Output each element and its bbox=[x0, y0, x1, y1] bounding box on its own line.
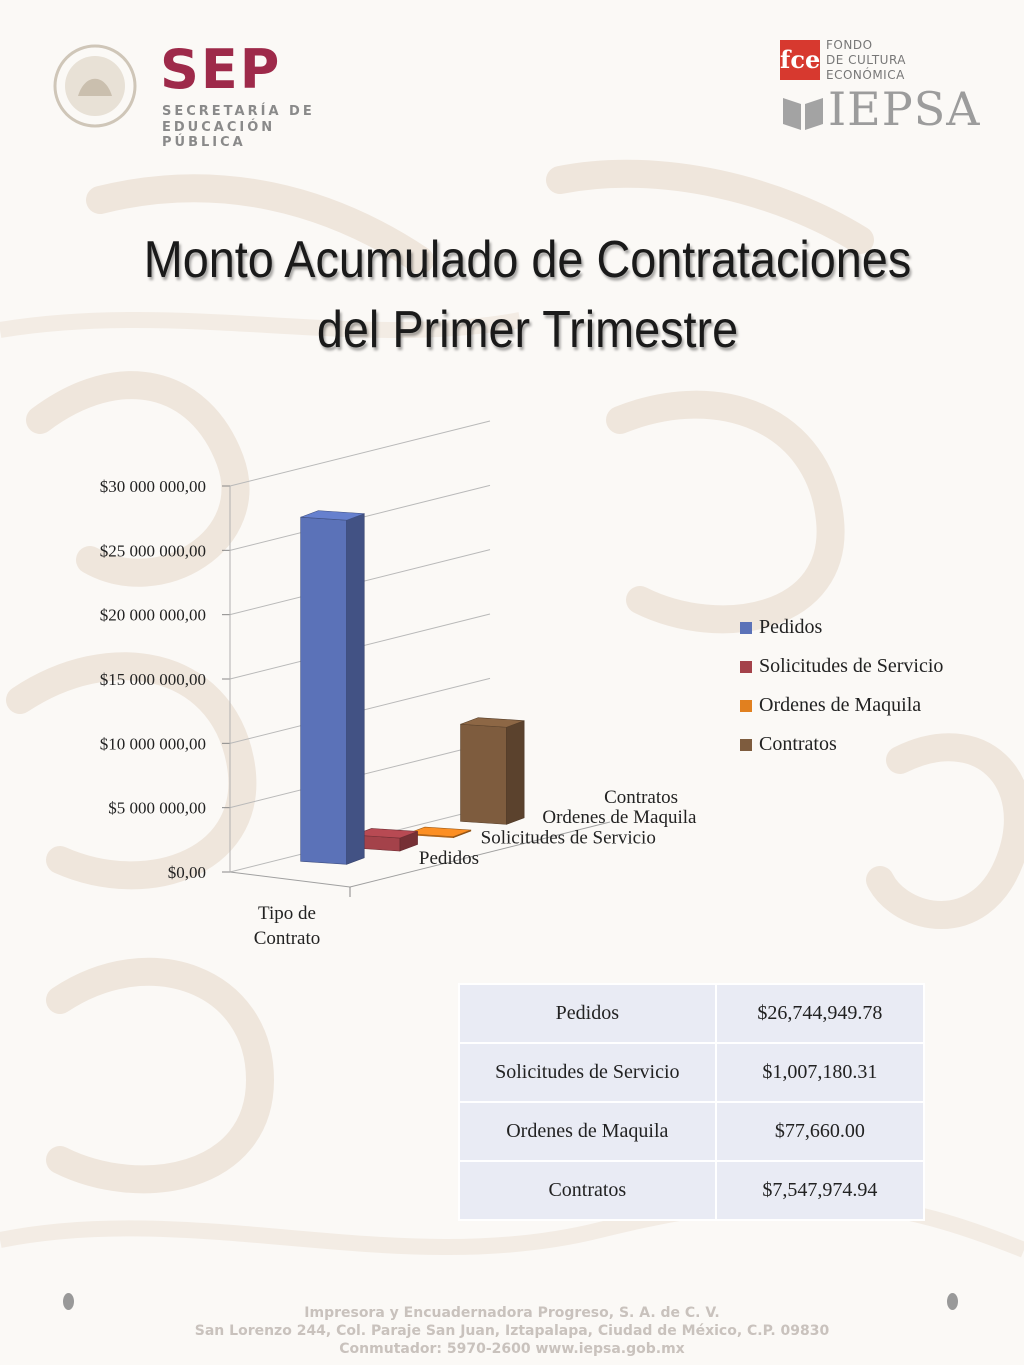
title-line2: del Primer Trimestre bbox=[316, 301, 739, 359]
category-label-line2: Contrato bbox=[253, 928, 321, 949]
footer-line1: Impresora y Encuadernadora Progreso, S. A. de C. V. bbox=[304, 1305, 720, 1321]
y-tick-label: $0,00 bbox=[167, 863, 206, 882]
gridline-diagonal bbox=[230, 421, 490, 486]
fce-mark: fce bbox=[780, 40, 820, 80]
table-cell-amount: $1,007,180.31 bbox=[716, 1043, 924, 1102]
table-row bbox=[459, 984, 924, 1043]
category-label-line1: Tipo de bbox=[258, 903, 316, 924]
y-tick-label: $25 000 000,00 bbox=[99, 541, 206, 561]
bar-side-3 bbox=[507, 721, 525, 825]
legend-entry bbox=[740, 647, 943, 686]
table-cell-name: Contratos bbox=[459, 1161, 716, 1220]
title-line1: Monto Acumulado de Contrataciones bbox=[143, 231, 912, 289]
legend-swatch bbox=[740, 739, 752, 751]
table-cell-name: Pedidos bbox=[459, 984, 716, 1043]
legend-entry bbox=[740, 608, 943, 647]
sep-wordmark: SEP bbox=[160, 38, 282, 101]
table-row bbox=[459, 1043, 924, 1102]
legend-swatch bbox=[740, 700, 752, 712]
floor-front-edge bbox=[230, 872, 350, 887]
table-cell-name: Ordenes de Maquila bbox=[459, 1102, 716, 1161]
legend-swatch bbox=[740, 661, 752, 673]
series-axis-label: Ordenes de Maquila bbox=[542, 807, 697, 829]
table-cell-amount: $77,660.00 bbox=[716, 1102, 924, 1161]
fce-iepsa-logo bbox=[780, 38, 990, 138]
y-tick-label: $20 000 000,00 bbox=[99, 605, 206, 625]
table-row bbox=[459, 1161, 924, 1220]
mexico-seal-icon bbox=[50, 38, 140, 134]
sep-subtitle-line1: SECRETARÍA DE bbox=[162, 104, 315, 119]
chart-bars bbox=[301, 511, 525, 865]
chart-legend bbox=[740, 608, 943, 764]
footer-line2: San Lorenzo 244, Col. Paraje San Juan, Iztapalapa, Ciudad de México, C.P. 09830 bbox=[194, 1323, 830, 1339]
sep-logo bbox=[50, 38, 360, 150]
legend-swatch bbox=[740, 622, 752, 634]
y-tick-label: $30 000 000,00 bbox=[99, 477, 206, 496]
series-axis-label: Contratos bbox=[604, 786, 679, 808]
series-axis-label: Solicitudes de Servicio bbox=[480, 827, 656, 849]
legend-label: Pedidos bbox=[759, 616, 823, 638]
fce-line2: DE CULTURA bbox=[826, 53, 907, 67]
page-title bbox=[89, 225, 967, 365]
bar-front-3 bbox=[461, 724, 507, 824]
series-axis-label: Pedidos bbox=[418, 847, 480, 869]
table-cell-name: Solicitudes de Servicio bbox=[459, 1043, 716, 1102]
footer bbox=[0, 1304, 1024, 1358]
open-book-icon bbox=[780, 90, 826, 134]
fce-line1: FONDO bbox=[826, 38, 873, 52]
legend-entry bbox=[740, 725, 943, 764]
legend-label: Contratos bbox=[759, 733, 837, 755]
y-tick-label: $10 000 000,00 bbox=[99, 734, 206, 754]
bar-side-0 bbox=[347, 514, 365, 865]
legend-entry bbox=[740, 686, 943, 725]
y-tick-label: $5 000 000,00 bbox=[108, 798, 206, 818]
sep-subtitle-line2: EDUCACIÓN PÚBLICA bbox=[162, 120, 276, 150]
footer-line3: Conmutador: 5970-2600 www.iepsa.gob.mx bbox=[339, 1341, 685, 1357]
table-row bbox=[459, 1102, 924, 1161]
fce-line3: ECONÓMICA bbox=[826, 68, 905, 82]
y-tick-label: $15 000 000,00 bbox=[99, 670, 206, 689]
chart-labels bbox=[100, 477, 697, 949]
amounts-table bbox=[458, 983, 925, 1221]
table-cell-amount: $7,547,974.94 bbox=[716, 1161, 924, 1220]
iepsa-wordmark: IEPSA bbox=[828, 82, 981, 136]
table-cell-amount: $26,744,949.78 bbox=[716, 984, 924, 1043]
legend-label: Solicitudes de Servicio bbox=[759, 655, 944, 677]
legend-label: Ordenes de Maquila bbox=[759, 694, 922, 716]
bar-front-0 bbox=[301, 517, 347, 864]
